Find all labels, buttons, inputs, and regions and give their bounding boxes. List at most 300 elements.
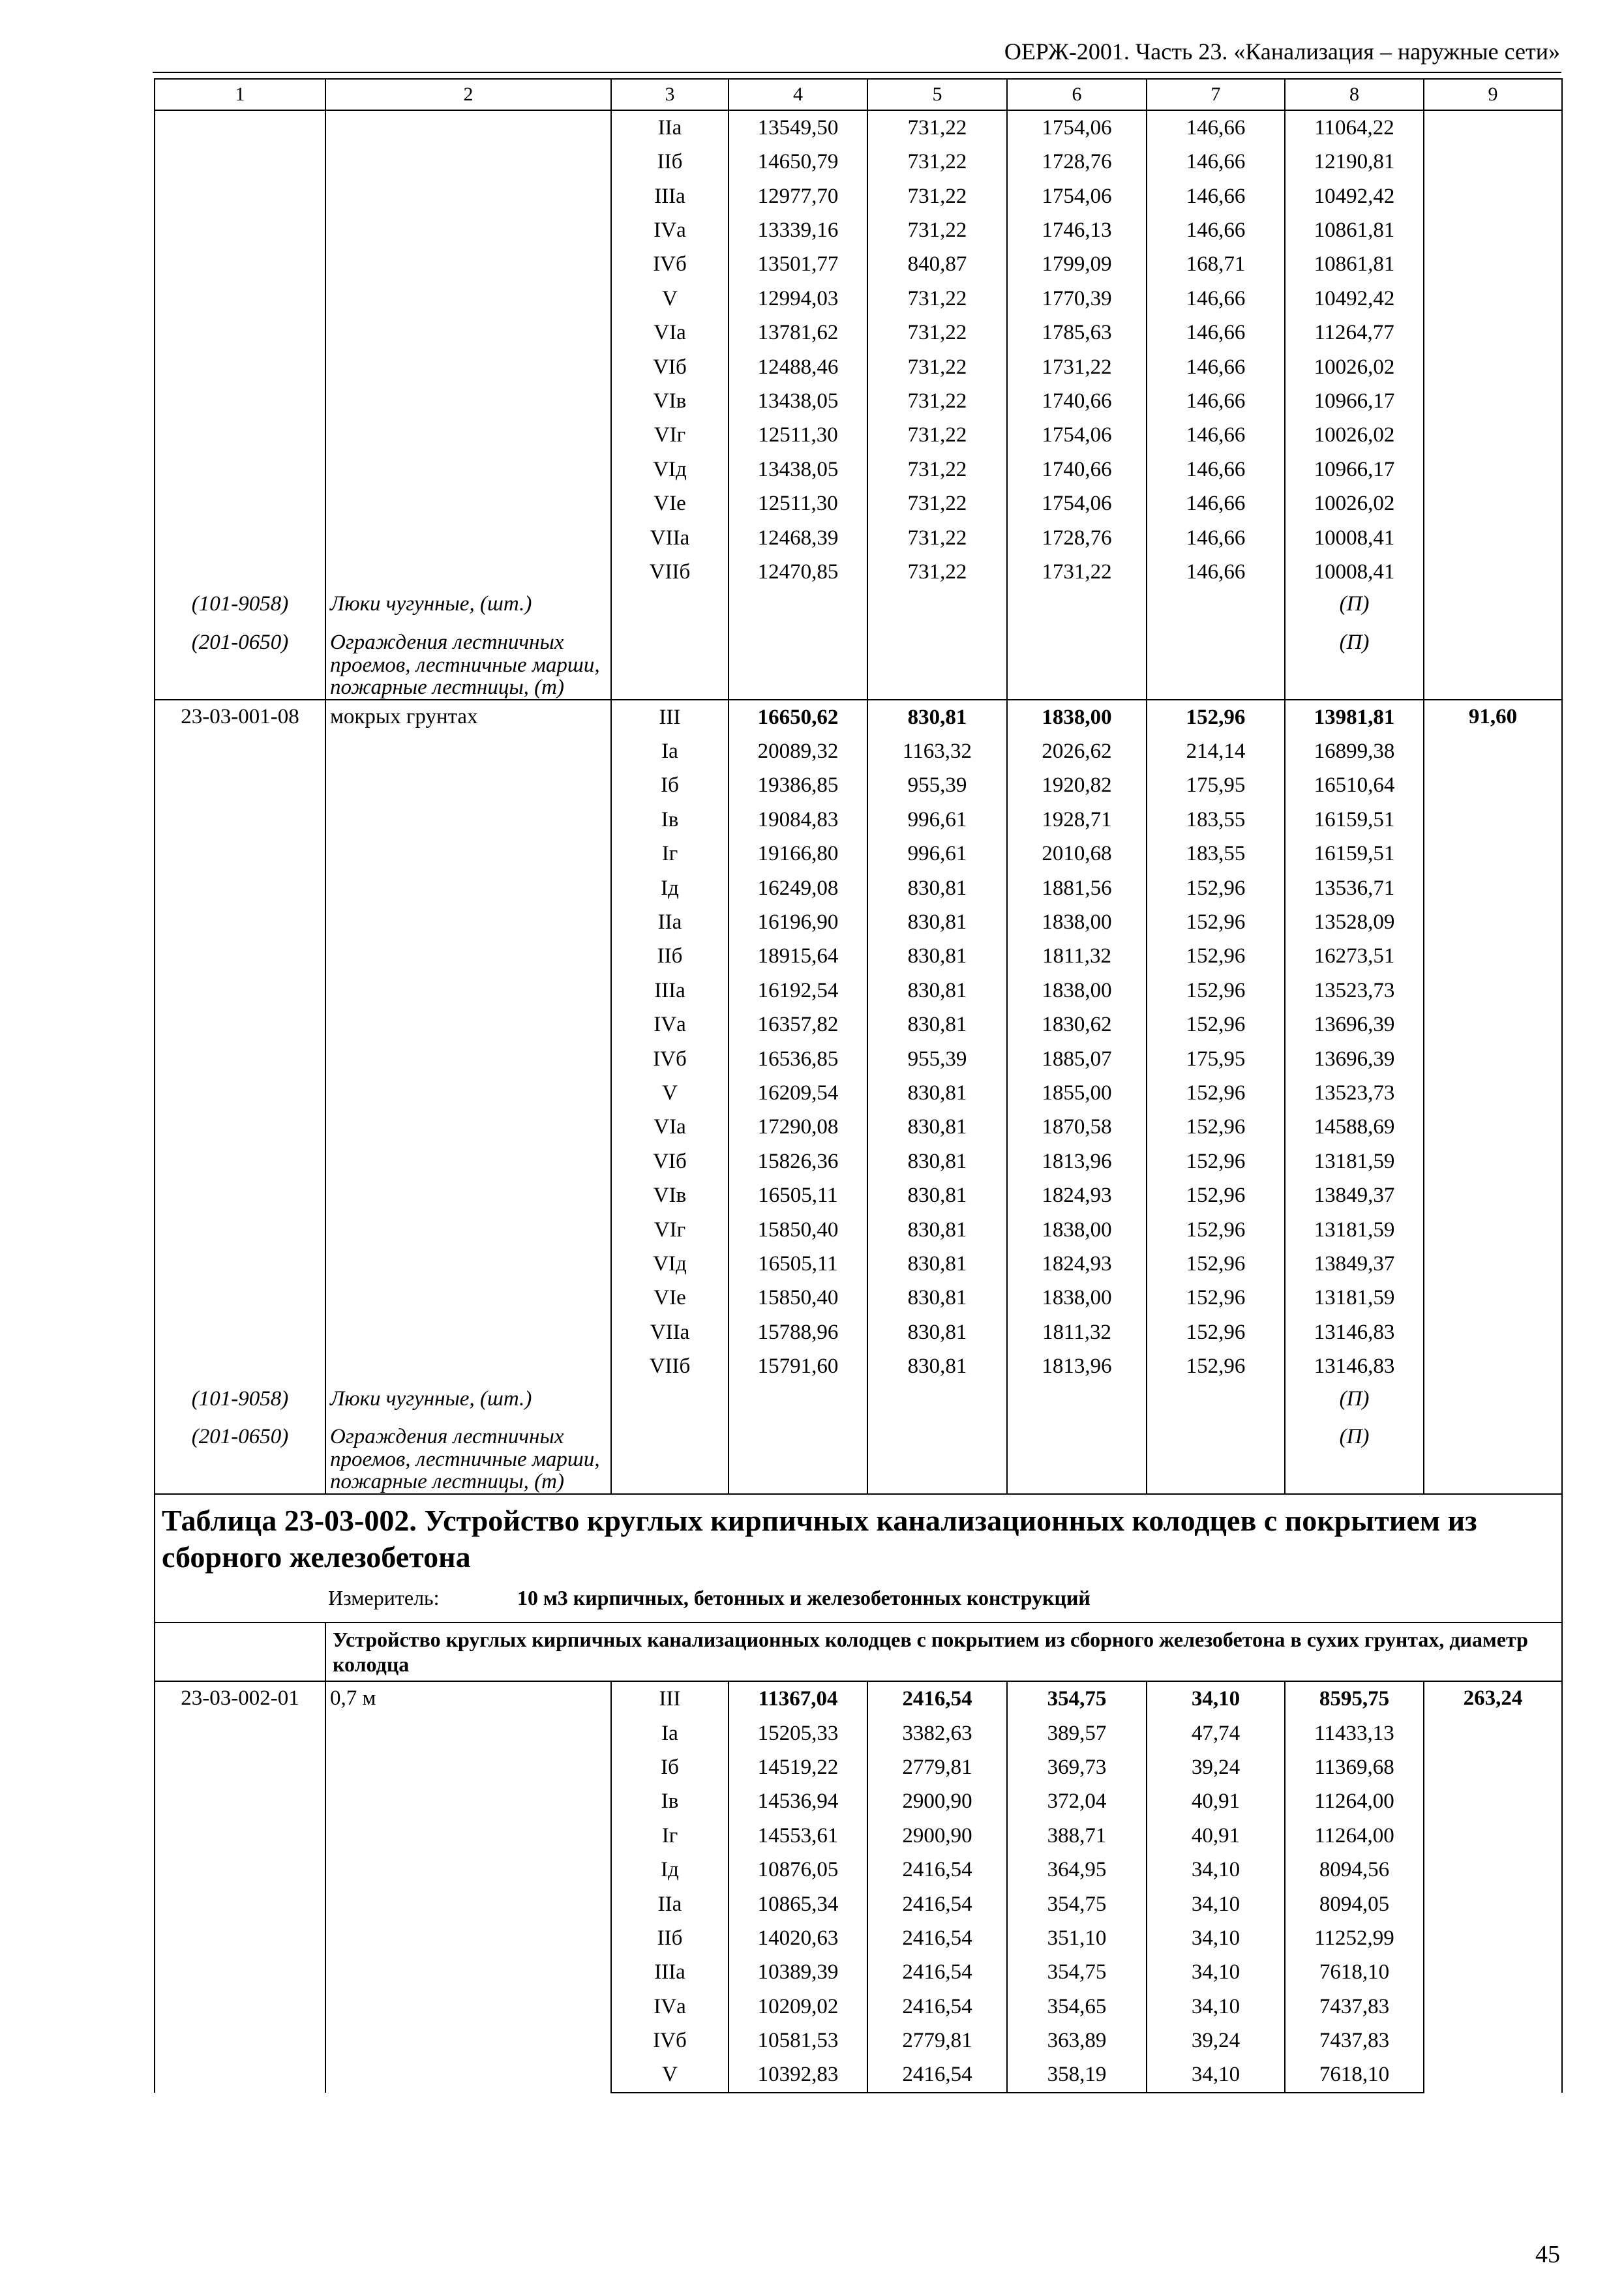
value-cell: 152,96 xyxy=(1147,700,1285,734)
price-table-body xyxy=(155,79,1562,2093)
value-cell: 152,96 xyxy=(1147,1349,1285,1383)
value-cell: 16196,90 xyxy=(729,905,867,939)
sub-zone-cell: VIIб xyxy=(611,555,729,589)
value-cell: 12190,81 xyxy=(1285,145,1424,179)
value-cell: 14650,79 xyxy=(729,145,867,179)
value-cell: 146,66 xyxy=(1147,145,1285,179)
value-cell: 830,81 xyxy=(867,1349,1007,1383)
sub-zone-cell: IIIа xyxy=(611,179,729,213)
value-cell: 13696,39 xyxy=(1285,1042,1424,1076)
work-name-cell: 0,7 м xyxy=(325,1681,611,2093)
resource-value: (П) xyxy=(1285,1422,1424,1494)
resource-code: (201-0650) xyxy=(155,627,325,700)
sub-zone-cell: Iв xyxy=(611,1784,729,1818)
column-number: 1 xyxy=(155,79,325,110)
value-cell: 840,87 xyxy=(867,248,1007,282)
value-cell: 372,04 xyxy=(1007,1784,1147,1818)
column-number: 5 xyxy=(867,79,1007,110)
value-cell: 2026,62 xyxy=(1007,734,1147,768)
empty-cell xyxy=(155,1623,325,1682)
empty-cell xyxy=(1147,1384,1285,1422)
value-cell: 10492,42 xyxy=(1285,282,1424,316)
value-cell: 152,96 xyxy=(1147,1008,1285,1041)
value-cell: 1728,76 xyxy=(1007,145,1147,179)
sub-zone-cell: IIб xyxy=(611,145,729,179)
value-cell: 40,91 xyxy=(1147,1819,1285,1853)
value-cell: 19386,85 xyxy=(729,769,867,803)
column-number: 6 xyxy=(1007,79,1147,110)
value-cell: 2416,54 xyxy=(867,1990,1007,2024)
value-cell: 10861,81 xyxy=(1285,248,1424,282)
value-cell: 830,81 xyxy=(867,1315,1007,1349)
value-cell: 1740,66 xyxy=(1007,384,1147,418)
empty-cell xyxy=(1007,627,1147,700)
value-cell: 12977,70 xyxy=(729,179,867,213)
sub-zone-cell: V xyxy=(611,2058,729,2093)
value-cell: 16192,54 xyxy=(729,974,867,1008)
value-cell: 11367,04 xyxy=(729,1681,867,1716)
sub-zone-cell: Iд xyxy=(611,1853,729,1887)
value-cell: 2416,54 xyxy=(867,1887,1007,1921)
value-cell: 146,66 xyxy=(1147,419,1285,453)
value-cell: 731,22 xyxy=(867,384,1007,418)
value-cell: 10966,17 xyxy=(1285,453,1424,486)
value-cell: 214,14 xyxy=(1147,734,1285,768)
rate-code-cell: 23-03-002-01 xyxy=(155,1681,325,2093)
value-cell: 830,81 xyxy=(867,1076,1007,1110)
value-cell: 1770,39 xyxy=(1007,282,1147,316)
value-cell: 1824,93 xyxy=(1007,1247,1147,1281)
value-cell: 830,81 xyxy=(867,1247,1007,1281)
value-cell: 146,66 xyxy=(1147,213,1285,247)
value-cell: 146,66 xyxy=(1147,350,1285,384)
value-cell: 13849,37 xyxy=(1285,1178,1424,1212)
value-cell: 34,10 xyxy=(1147,1955,1285,1989)
sub-zone-cell: VIе xyxy=(611,486,729,520)
column-number: 3 xyxy=(611,79,729,110)
sub-zone-cell: VIIа xyxy=(611,1315,729,1349)
value-cell: 354,75 xyxy=(1007,1955,1147,1989)
value-cell: 1830,62 xyxy=(1007,1008,1147,1041)
column-number: 8 xyxy=(1285,79,1424,110)
value-cell: 34,10 xyxy=(1147,1921,1285,1955)
work-name-cell: мокрых грунтах xyxy=(325,700,611,1384)
document-header: ОЕРЖ-2001. Часть 23. «Канализация – наружные сети» xyxy=(1004,38,1560,65)
value-cell: 1813,96 xyxy=(1007,1349,1147,1383)
value-cell: 13696,39 xyxy=(1285,1008,1424,1041)
value-cell: 10026,02 xyxy=(1285,486,1424,520)
value-cell: 15791,60 xyxy=(729,1349,867,1383)
rate-code-cell: 23-03-001-08 xyxy=(155,700,325,1384)
value-cell: 731,22 xyxy=(867,282,1007,316)
value-cell: 2416,54 xyxy=(867,1853,1007,1887)
value-cell: 14588,69 xyxy=(1285,1110,1424,1144)
value-cell: 731,22 xyxy=(867,350,1007,384)
value-cell: 16899,38 xyxy=(1285,734,1424,768)
value-cell: 354,75 xyxy=(1007,1887,1147,1921)
value-cell: 146,66 xyxy=(1147,521,1285,555)
value-cell: 3382,63 xyxy=(867,1716,1007,1750)
value-cell: 369,73 xyxy=(1007,1750,1147,1784)
value-cell: 11252,99 xyxy=(1285,1921,1424,1955)
column-number: 4 xyxy=(729,79,867,110)
measure-cell xyxy=(155,1579,1562,1622)
value-cell: 10209,02 xyxy=(729,1990,867,2024)
value-cell: 354,75 xyxy=(1007,1681,1147,1716)
value-cell: 731,22 xyxy=(867,179,1007,213)
empty-cell xyxy=(867,1422,1007,1494)
value-cell: 996,61 xyxy=(867,837,1007,871)
value-cell: 15205,33 xyxy=(729,1716,867,1750)
value-cell: 13501,77 xyxy=(729,248,867,282)
value-cell: 1754,06 xyxy=(1007,110,1147,145)
value-cell: 183,55 xyxy=(1147,837,1285,871)
sub-zone-cell: III xyxy=(611,700,729,734)
value-cell: 16159,51 xyxy=(1285,837,1424,871)
empty-cell xyxy=(611,589,729,627)
value-cell: 830,81 xyxy=(867,1281,1007,1315)
value-cell: 15850,40 xyxy=(729,1213,867,1247)
value-cell: 2416,54 xyxy=(867,1681,1007,1716)
value-cell: 47,74 xyxy=(1147,1716,1285,1750)
sub-zone-cell: VIд xyxy=(611,453,729,486)
resource-value: (П) xyxy=(1285,589,1424,627)
value-cell: 996,61 xyxy=(867,803,1007,837)
value-cell: 388,71 xyxy=(1007,1819,1147,1853)
empty-cell xyxy=(867,627,1007,700)
sub-zone-cell: IIа xyxy=(611,1887,729,1921)
labor-cost-cell xyxy=(1424,110,1562,700)
value-cell: 1920,82 xyxy=(1007,769,1147,803)
value-cell: 10008,41 xyxy=(1285,521,1424,555)
empty-cell xyxy=(729,589,867,627)
value-cell: 363,89 xyxy=(1007,2024,1147,2057)
value-cell: 7618,10 xyxy=(1285,1955,1424,1989)
value-cell: 152,96 xyxy=(1147,1213,1285,1247)
value-cell: 10876,05 xyxy=(729,1853,867,1887)
resource-name: Ограждения лестничных проемов, лестничные марши, пожарные лестницы, (т) xyxy=(325,1422,611,1494)
value-cell: 17290,08 xyxy=(729,1110,867,1144)
sub-zone-cell: V xyxy=(611,282,729,316)
value-cell: 1799,09 xyxy=(1007,248,1147,282)
measure-row xyxy=(155,1579,1562,1622)
value-cell: 830,81 xyxy=(867,940,1007,974)
value-cell: 10865,34 xyxy=(729,1887,867,1921)
empty-cell xyxy=(729,1422,867,1494)
value-cell: 15788,96 xyxy=(729,1315,867,1349)
sub-zone-cell: VIв xyxy=(611,1178,729,1212)
labor-cost-cell: 263,24 xyxy=(1424,1681,1562,2093)
value-cell: 146,66 xyxy=(1147,486,1285,520)
labor-cost-cell: 91,60 xyxy=(1424,700,1562,1494)
value-cell: 830,81 xyxy=(867,871,1007,905)
sub-zone-cell: IIа xyxy=(611,110,729,145)
sub-zone-cell: VIг xyxy=(611,1213,729,1247)
value-cell: 354,65 xyxy=(1007,1990,1147,2024)
value-cell: 8595,75 xyxy=(1285,1681,1424,1716)
value-cell: 731,22 xyxy=(867,453,1007,486)
value-cell: 2779,81 xyxy=(867,2024,1007,2057)
value-cell: 19166,80 xyxy=(729,837,867,871)
sub-zone-cell: VIв xyxy=(611,384,729,418)
value-cell: 10392,83 xyxy=(729,2058,867,2093)
value-cell: 8094,05 xyxy=(1285,1887,1424,1921)
resource-value: (П) xyxy=(1285,1384,1424,1422)
sub-zone-cell: IIб xyxy=(611,940,729,974)
value-cell: 152,96 xyxy=(1147,974,1285,1008)
value-cell: 16505,11 xyxy=(729,1247,867,1281)
value-cell: 830,81 xyxy=(867,1178,1007,1212)
value-cell: 1163,32 xyxy=(867,734,1007,768)
value-cell: 731,22 xyxy=(867,145,1007,179)
empty-cell xyxy=(611,627,729,700)
sub-zone-cell: IVа xyxy=(611,1990,729,2024)
value-cell: 152,96 xyxy=(1147,1178,1285,1212)
value-cell: 152,96 xyxy=(1147,1144,1285,1178)
value-cell: 11064,22 xyxy=(1285,110,1424,145)
value-cell: 1731,22 xyxy=(1007,350,1147,384)
value-cell: 1838,00 xyxy=(1007,1213,1147,1247)
measure-value: 10 м3 кирпичных, бетонных и железобетонных конструкций xyxy=(517,1585,1090,1609)
resource-name: Люки чугунные, (шт.) xyxy=(325,589,611,627)
sub-zone-cell: IIа xyxy=(611,905,729,939)
value-cell: 830,81 xyxy=(867,974,1007,1008)
table-title: Таблица 23-03-002. Устройство круглых кирпичных канализационных колодцев с покрытием из сборного железобетона xyxy=(155,1494,1562,1579)
sub-zone-cell: IIб xyxy=(611,1921,729,1955)
value-cell: 12488,46 xyxy=(729,350,867,384)
value-cell: 358,19 xyxy=(1007,2058,1147,2093)
empty-cell xyxy=(867,1384,1007,1422)
value-cell: 16159,51 xyxy=(1285,803,1424,837)
sub-zone-cell: VIд xyxy=(611,1247,729,1281)
value-cell: 168,71 xyxy=(1147,248,1285,282)
value-cell: 10389,39 xyxy=(729,1955,867,1989)
empty-cell xyxy=(1007,1384,1147,1422)
sub-zone-cell: VIе xyxy=(611,1281,729,1315)
value-cell: 1754,06 xyxy=(1007,179,1147,213)
value-cell: 15850,40 xyxy=(729,1281,867,1315)
resource-name: Ограждения лестничных проемов, лестничные марши, пожарные лестницы, (т) xyxy=(325,627,611,700)
value-cell: 152,96 xyxy=(1147,1076,1285,1110)
value-cell: 10492,42 xyxy=(1285,179,1424,213)
value-cell: 20089,32 xyxy=(729,734,867,768)
value-cell: 13146,83 xyxy=(1285,1349,1424,1383)
empty-cell xyxy=(729,1384,867,1422)
empty-cell xyxy=(1007,1422,1147,1494)
value-cell: 2416,54 xyxy=(867,2058,1007,2093)
value-cell: 14553,61 xyxy=(729,1819,867,1853)
sub-zone-cell: Iв xyxy=(611,803,729,837)
sub-zone-cell: IVб xyxy=(611,1042,729,1076)
value-cell: 830,81 xyxy=(867,1213,1007,1247)
value-cell: 152,96 xyxy=(1147,1281,1285,1315)
value-cell: 1885,07 xyxy=(1007,1042,1147,1076)
value-cell: 183,55 xyxy=(1147,803,1285,837)
value-cell: 13181,59 xyxy=(1285,1281,1424,1315)
value-cell: 16650,62 xyxy=(729,700,867,734)
value-cell: 12511,30 xyxy=(729,486,867,520)
sub-zone-cell: IVб xyxy=(611,248,729,282)
sub-zone-cell: Iа xyxy=(611,1716,729,1750)
value-cell: 1746,13 xyxy=(1007,213,1147,247)
value-cell: 2779,81 xyxy=(867,1750,1007,1784)
value-cell: 1838,00 xyxy=(1007,974,1147,1008)
value-cell: 1754,06 xyxy=(1007,486,1147,520)
value-cell: 830,81 xyxy=(867,1110,1007,1144)
value-cell: 152,96 xyxy=(1147,1247,1285,1281)
value-cell: 1838,00 xyxy=(1007,700,1147,734)
subtitle-row xyxy=(155,1623,1562,1682)
header-rule xyxy=(153,72,1561,73)
resource-value: (П) xyxy=(1285,627,1424,700)
value-cell: 11433,13 xyxy=(1285,1716,1424,1750)
value-cell: 731,22 xyxy=(867,486,1007,520)
value-cell: 10861,81 xyxy=(1285,213,1424,247)
resource-name: Люки чугунные, (шт.) xyxy=(325,1384,611,1422)
value-cell: 152,96 xyxy=(1147,940,1285,974)
value-cell: 12468,39 xyxy=(729,521,867,555)
value-cell: 364,95 xyxy=(1007,1853,1147,1887)
measure-label: Измеритель: xyxy=(328,1585,440,1609)
value-cell: 19084,83 xyxy=(729,803,867,837)
value-cell: 731,22 xyxy=(867,316,1007,350)
sub-zone-cell: VIг xyxy=(611,419,729,453)
value-cell: 389,57 xyxy=(1007,1716,1147,1750)
work-name-cell xyxy=(325,110,611,589)
value-cell: 10966,17 xyxy=(1285,384,1424,418)
value-cell: 10581,53 xyxy=(729,2024,867,2057)
value-cell: 34,10 xyxy=(1147,1853,1285,1887)
sub-zone-cell: IVа xyxy=(611,1008,729,1041)
empty-cell xyxy=(867,589,1007,627)
value-cell: 13438,05 xyxy=(729,453,867,486)
sub-zone-cell: Iг xyxy=(611,1819,729,1853)
resource-row xyxy=(155,589,1562,627)
resource-code: (201-0650) xyxy=(155,1422,325,1494)
value-cell: 2900,90 xyxy=(867,1819,1007,1853)
value-cell: 2010,68 xyxy=(1007,837,1147,871)
sub-zone-cell: VIа xyxy=(611,316,729,350)
value-cell: 1785,63 xyxy=(1007,316,1147,350)
empty-cell xyxy=(1147,1422,1285,1494)
value-cell: 146,66 xyxy=(1147,316,1285,350)
value-cell: 16510,64 xyxy=(1285,769,1424,803)
sub-zone-cell: IVб xyxy=(611,2024,729,2057)
table-row xyxy=(155,110,1562,145)
value-cell: 1813,96 xyxy=(1007,1144,1147,1178)
value-cell: 14519,22 xyxy=(729,1750,867,1784)
sub-zone-cell: VIб xyxy=(611,350,729,384)
value-cell: 10026,02 xyxy=(1285,419,1424,453)
value-cell: 1811,32 xyxy=(1007,1315,1147,1349)
empty-cell xyxy=(1147,627,1285,700)
sub-zone-cell: VIб xyxy=(611,1144,729,1178)
value-cell: 1838,00 xyxy=(1007,1281,1147,1315)
table-row xyxy=(155,700,1562,734)
column-number-row xyxy=(155,79,1562,110)
rate-code-cell xyxy=(155,110,325,589)
value-cell: 13181,59 xyxy=(1285,1144,1424,1178)
value-cell: 15826,36 xyxy=(729,1144,867,1178)
sub-zone-cell: VIIа xyxy=(611,521,729,555)
sub-zone-cell: Iб xyxy=(611,1750,729,1784)
empty-cell xyxy=(611,1422,729,1494)
value-cell: 14536,94 xyxy=(729,1784,867,1818)
value-cell: 1881,56 xyxy=(1007,871,1147,905)
value-cell: 16536,85 xyxy=(729,1042,867,1076)
value-cell: 152,96 xyxy=(1147,871,1285,905)
value-cell: 731,22 xyxy=(867,213,1007,247)
value-cell: 146,66 xyxy=(1147,555,1285,589)
value-cell: 2416,54 xyxy=(867,1921,1007,1955)
value-cell: 955,39 xyxy=(867,769,1007,803)
column-number: 2 xyxy=(325,79,611,110)
value-cell: 34,10 xyxy=(1147,1887,1285,1921)
value-cell: 34,10 xyxy=(1147,1681,1285,1716)
value-cell: 16249,08 xyxy=(729,871,867,905)
value-cell: 13523,73 xyxy=(1285,1076,1424,1110)
value-cell: 12511,30 xyxy=(729,419,867,453)
value-cell: 13523,73 xyxy=(1285,974,1424,1008)
column-number: 9 xyxy=(1424,79,1562,110)
value-cell: 13981,81 xyxy=(1285,700,1424,734)
sub-zone-cell: IIIа xyxy=(611,974,729,1008)
resource-row xyxy=(155,1422,1562,1494)
value-cell: 13438,05 xyxy=(729,384,867,418)
value-cell: 955,39 xyxy=(867,1042,1007,1076)
value-cell: 1928,71 xyxy=(1007,803,1147,837)
sub-zone-cell: Iд xyxy=(611,871,729,905)
value-cell: 16357,82 xyxy=(729,1008,867,1041)
value-cell: 1838,00 xyxy=(1007,905,1147,939)
value-cell: 34,10 xyxy=(1147,2058,1285,2093)
value-cell: 39,24 xyxy=(1147,1750,1285,1784)
value-cell: 13849,37 xyxy=(1285,1247,1424,1281)
value-cell: 830,81 xyxy=(867,905,1007,939)
value-cell: 1824,93 xyxy=(1007,1178,1147,1212)
value-cell: 152,96 xyxy=(1147,1315,1285,1349)
value-cell: 1811,32 xyxy=(1007,940,1147,974)
value-cell: 731,22 xyxy=(867,419,1007,453)
value-cell: 16209,54 xyxy=(729,1076,867,1110)
value-cell: 18915,64 xyxy=(729,940,867,974)
value-cell: 146,66 xyxy=(1147,282,1285,316)
value-cell: 1754,06 xyxy=(1007,419,1147,453)
value-cell: 731,22 xyxy=(867,555,1007,589)
empty-cell xyxy=(729,627,867,700)
column-number: 7 xyxy=(1147,79,1285,110)
value-cell: 2900,90 xyxy=(867,1784,1007,1818)
value-cell: 2416,54 xyxy=(867,1955,1007,1989)
value-cell: 13339,16 xyxy=(729,213,867,247)
section-subtitle: Устройство круглых кирпичных канализационных колодцев с покрытием из сборного железобетона в сухих грунтах, диаметр колодца xyxy=(325,1623,1562,1682)
value-cell: 152,96 xyxy=(1147,1110,1285,1144)
empty-cell xyxy=(611,1384,729,1422)
value-cell: 11264,77 xyxy=(1285,316,1424,350)
value-cell: 146,66 xyxy=(1147,453,1285,486)
sub-zone-cell: IVа xyxy=(611,213,729,247)
price-table xyxy=(154,78,1563,2093)
value-cell: 34,10 xyxy=(1147,1990,1285,2024)
value-cell: 1870,58 xyxy=(1007,1110,1147,1144)
value-cell: 16273,51 xyxy=(1285,940,1424,974)
sub-zone-cell: III xyxy=(611,1681,729,1716)
value-cell: 16505,11 xyxy=(729,1178,867,1212)
value-cell: 13146,83 xyxy=(1285,1315,1424,1349)
page-number: 45 xyxy=(1535,2241,1560,2268)
value-cell: 830,81 xyxy=(867,700,1007,734)
value-cell: 1740,66 xyxy=(1007,453,1147,486)
